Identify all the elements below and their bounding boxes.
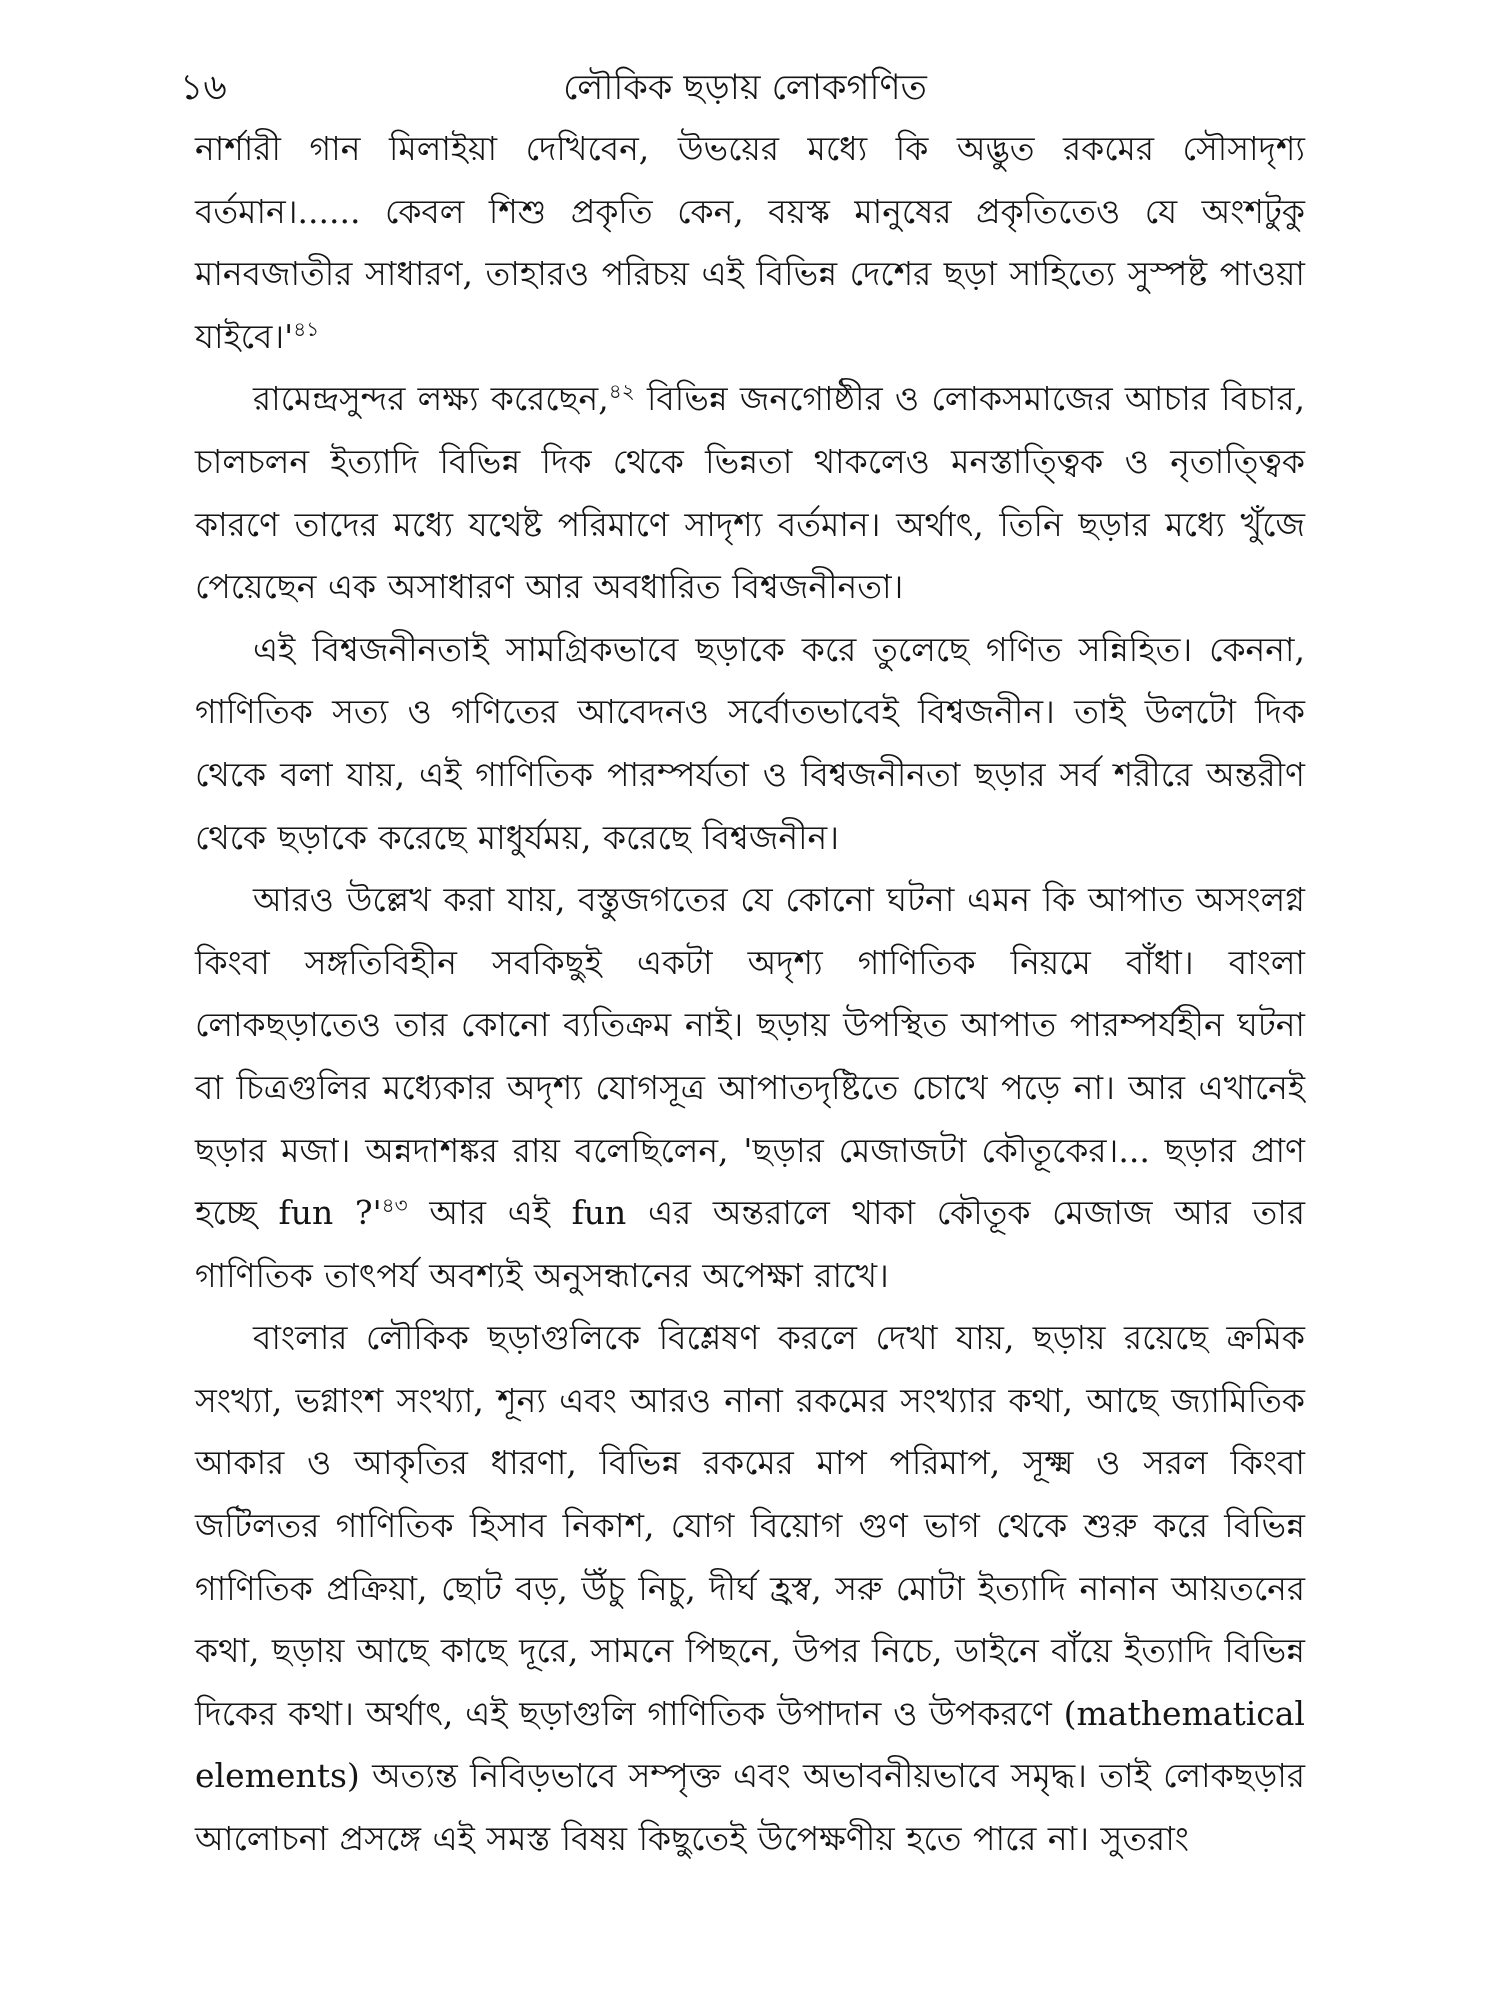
paragraph-text: বিভিন্ন জনগোষ্ঠীর ও লোকসমাজের আচার বিচার, চালচলন ইত্যাদি বিভিন্ন দিক থেকে ভিন্নতা থাকলেও মনস্তাত্ত্বিক ও নৃতাত্ত্বিক কারণে তাদের মধ্যে যথেষ্ট পরিমাণে সাদৃশ্য বর্তমান। অর্থাৎ, তিনি ছড়ার মধ্যে খুঁজে পেয়েছেন এক অসাধারণ আর অবধারিত বিশ্বজনীনতা। — [195, 379, 1306, 607]
body-text — [195, 118, 1305, 1871]
paragraph-4 — [195, 869, 1305, 1307]
paragraph-text: আর এই fun এর অন্তরালে থাকা কৌতূক মেজাজ আর তার গাণিতিক তাৎপর্য অবশ্যই অনুসন্ধানের অপেক্ষা রাখে। — [195, 1193, 1305, 1295]
paragraph-5 — [195, 1307, 1305, 1870]
footnote-marker: ৪২ — [608, 379, 635, 404]
paragraph-lead: আরও উল্লেখ করা যায়, বস্তুজগতের যে কোনো ঘটনা এমন কি আপাত অসংলগ্ন কিংবা সঙ্গতিবিহীন সবকিছুই একটা অদৃশ্য গাণিতিক নিয়মে বাঁধা। বাংলা লোকছড়াতেও তার কোনো ব্যতিক্রম নাই। ছড়ায় উপস্থিত আপাত পারম্পর্যহীন ঘটনা বা চিত্রগুলির মধ্যেকার অদৃশ্য যোগসূত্র আপাতদৃষ্টিতে চোখে পড়ে না। আর এখানেই ছড়ার মজা। অন্নদাশঙ্কর রায় বলেছিলেন, 'ছড়ার মেজাজটা কৌতূকের।... ছড়ার প্রাণ হচ্ছে fun ?' — [195, 880, 1305, 1233]
paragraph-lead: রামেন্দ্রসুন্দর লক্ষ্য করেছেন, — [253, 379, 609, 419]
paragraph-text: নার্শারী গান মিলাইয়া দেখিবেন, উভয়ের মধ্যে কি অদ্ভুত রকমের সৌসাদৃশ্য বর্তমান।...... কেবল শিশু প্রকৃতি কেন, বয়স্ক মানুষের প্রকৃতিতেও যে অংশটুকু মানবজাতীর সাধারণ, তাহারও পরিচয় এই বিভিন্ন দেশের ছড়া সাহিত্যে সুস্পষ্ট পাওয়া যাইবে।' — [195, 129, 1305, 356]
paragraph-1 — [195, 118, 1305, 368]
page-header — [180, 58, 1310, 118]
paragraph-3 — [195, 619, 1305, 869]
paragraph-2 — [195, 368, 1305, 618]
footnote-marker: ৪১ — [293, 316, 320, 341]
paragraph-text: এই বিশ্বজনীনতাই সামগ্রিকভাবে ছড়াকে করে তুলেছে গণিত সন্নিহিত। কেননা, গাণিতিক সত্য ও গণিতের আবেদনও সর্বোতভাবেই বিশ্বজনীন। তাই উলটো দিক থেকে বলা যায়, এই গাণিতিক পারম্পর্যতা ও বিশ্বজনীনতা ছড়ার সর্ব শরীরে অন্তরীণ থেকে ছড়াকে করেছে মাধুর্যময়, করেছে বিশ্বজনীন। — [195, 629, 1305, 857]
running-title: লৌকিক ছড়ায় লোকগণিত — [563, 68, 927, 108]
paragraph-text: বাংলার লৌকিক ছড়াগুলিকে বিশ্লেষণ করলে দেখা যায়, ছড়ায় রয়েছে ক্রমিক সংখ্যা, ভগ্নাংশ সংখ্যা, শূন্য এবং আরও নানা রকমের সংখ্যার কথা, আছে জ্যামিতিক আকার ও আকৃতির ধারণা, বিভিন্ন রকমের মাপ পরিমাপ, সূক্ষ্ম ও সরল কিংবা জটিলতর গাণিতিক হিসাব নিকাশ, যোগ বিয়োগ গুণ ভাগ থেকে শুরু করে বিভিন্ন গাণিতিক প্রক্রিয়া, ছোট বড়, উঁচু নিচু, দীর্ঘ হ্রস্ব, সরু মোটা ইত্যাদি নানান আয়তনের কথা, ছড়ায় আছে কাছে দূরে, সামনে পিছনে, উপর নিচে, ডাইনে বাঁয়ে ইত্যাদি বিভিন্ন দিকের কথা। অর্থাৎ, এই ছড়াগুলি গাণিতিক উপাদান ও উপকরণে (mathematical elements) অত্যন্ত নিবিড়ভাবে সম্পৃক্ত এবং অভাবনীয়ভাবে সমৃদ্ধ। তাই লোকছড়ার আলোচনা প্রসঙ্গে এই সমস্ত বিষয় কিছুতেই উপেক্ষণীয় হতে পারে না। সুতরাং — [195, 1318, 1305, 1859]
footnote-marker: ৪৩ — [381, 1193, 408, 1218]
page-number: ১৬ — [180, 67, 227, 108]
